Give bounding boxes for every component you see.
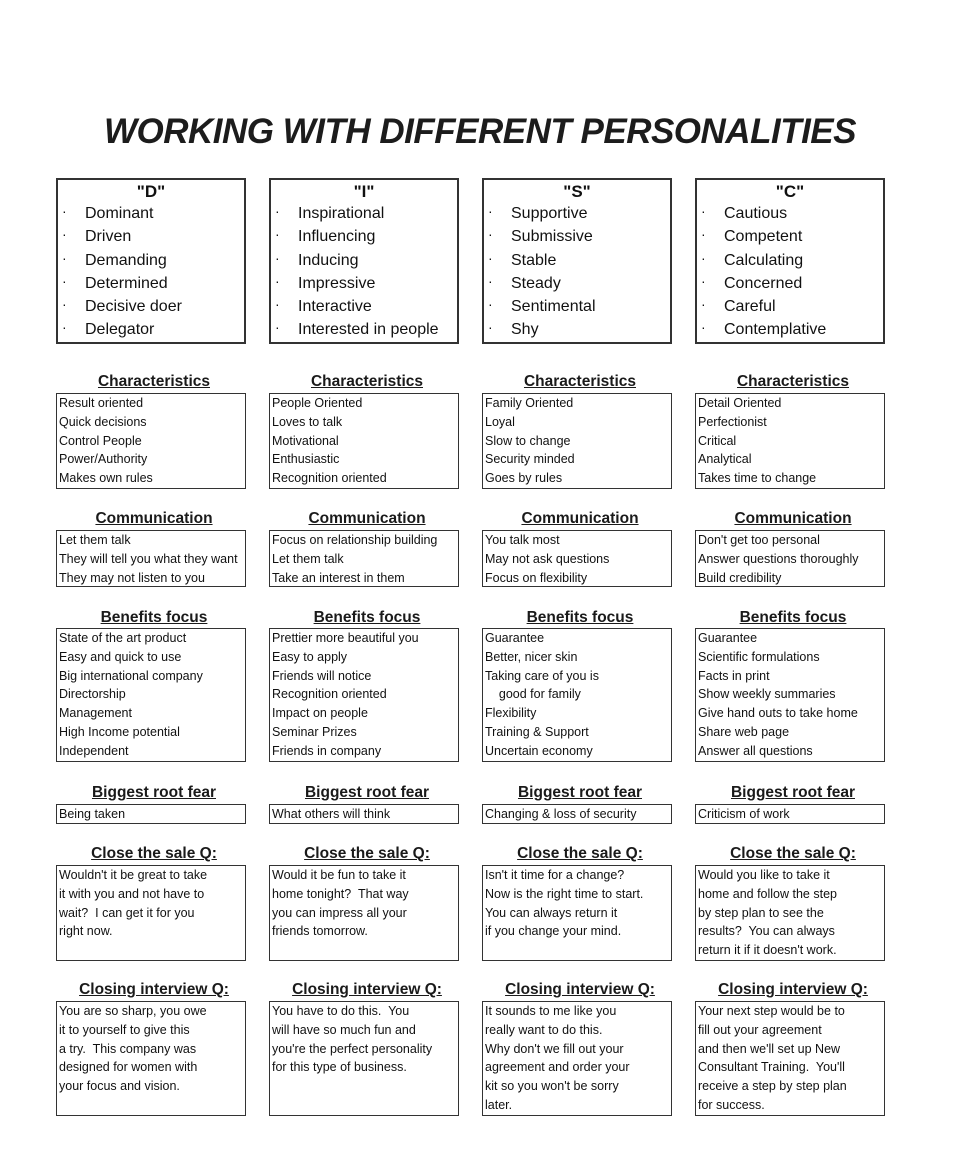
fear-box [56,804,246,824]
characteristics-line: Power/Authority [59,452,148,467]
characteristics-heading: Characteristics [736,373,849,390]
fear-line: Being taken [59,807,126,821]
interview-heading: Closing interview Q: [505,981,655,998]
trait-item: · Supportive [484,202,670,225]
type-box [695,178,885,344]
type-letter: "S" [563,182,591,201]
close-line: right now. [59,924,113,939]
interview-line: It sounds to me like you [485,1004,617,1018]
characteristics-line: Enthusiastic [272,452,340,467]
trait-item: · Driven [58,225,244,248]
close-heading: Close the sale Q: [304,845,430,862]
characteristics-line: Security minded [485,452,575,467]
close-line: Would you like to take it [698,868,830,882]
fear-line: What others will think [272,807,391,821]
interview-heading: Closing interview Q: [79,981,229,998]
benefits-line: Impact on people [272,706,368,721]
interview-line: Your next step would be to [698,1004,845,1018]
characteristics-box [695,393,885,489]
interview-line: it to yourself to give this [59,1022,190,1037]
characteristics-box [269,393,459,489]
benefits-line: Management [59,706,132,721]
type-letter: "D" [136,182,166,201]
benefits-line: Directorship [59,687,126,702]
communication-heading: Communication [521,510,639,527]
fear-heading: Biggest root fear [517,784,642,801]
interview-line: will have so much fun and [272,1022,416,1037]
interview-line: and then we'll set up New [698,1041,841,1056]
close-line: you can impress all your [272,905,407,920]
trait-item: · Influencing [271,225,457,248]
page-title: WORKING WITH DIFFERENT PERSONALITIES [104,112,856,151]
interview-line: kit so you won't be sorry [485,1079,619,1094]
benefits-line: Facts in print [698,668,770,683]
characteristics-line: People Oriented [272,396,363,410]
trait-item: · Calculating [697,249,883,272]
trait-item: · Steady [484,272,670,295]
benefits-line: Friends will notice [272,668,372,683]
trait-item: · Stable [484,249,670,272]
trait-item: · Interested in people [271,318,457,341]
interview-line: for success. [698,1097,765,1112]
benefits-line: Friends in company [272,743,382,758]
characteristics-line: Quick decisions [59,414,147,429]
communication-box [56,530,246,587]
fear-heading: Biggest root fear [91,784,216,801]
benefits-line: Easy and quick to use [59,649,182,664]
communication-line: They will tell you what they want [59,551,238,566]
interview-box [269,1001,459,1116]
characteristics-heading: Characteristics [523,373,636,390]
characteristics-box [482,393,672,489]
characteristics-heading: Characteristics [310,373,423,390]
benefits-box [695,628,885,762]
benefits-heading: Benefits focus [313,609,421,626]
communication-line: Build credibility [698,570,782,585]
close-box [695,865,885,961]
characteristics-line: Family Oriented [485,396,574,410]
fear-line: Criticism of work [698,807,790,821]
benefits-line: Recognition oriented [272,687,387,702]
trait-item: · Impressive [271,272,457,295]
trait-item: · Contemplative [697,318,883,341]
close-line: results? You can always [698,924,835,939]
close-line: by step plan to see the [698,905,824,920]
characteristics-line: Perfectionist [698,414,767,429]
trait-item: · Shy [484,318,670,341]
type-letter: "C" [775,182,805,201]
communication-heading: Communication [734,510,852,527]
interview-line: for this type of business. [272,1060,407,1075]
close-box [269,865,459,961]
benefits-box [269,628,459,762]
communication-line: Let them talk [59,533,131,547]
interview-line: Consultant Training. You'll [698,1060,845,1075]
benefits-line: Answer all questions [698,743,813,758]
interview-box [695,1001,885,1116]
trait-item: · Inducing [271,249,457,272]
interview-line: a try. This company was [59,1041,197,1056]
fear-heading: Biggest root fear [730,784,855,801]
trait-list [697,202,883,342]
communication-heading: Communication [308,510,426,527]
close-line: if you change your mind. [485,924,622,939]
benefits-line: Uncertain economy [485,743,593,758]
characteristics-line: Analytical [698,452,752,467]
interview-box [56,1001,246,1116]
characteristics-line: Goes by rules [485,471,563,486]
trait-item: · Competent [697,225,883,248]
benefits-line: Training & Support [485,724,589,739]
benefits-line: High Income potential [59,724,180,739]
trait-item: · Submissive [484,225,670,248]
fear-heading: Biggest root fear [304,784,429,801]
benefits-line: Better, nicer skin [485,649,578,664]
benefits-box [482,628,672,762]
trait-item: · Concerned [697,272,883,295]
interview-line: You have to do this. You [272,1004,410,1018]
characteristics-heading: Characteristics [97,373,210,390]
communication-heading: Communication [95,510,213,527]
interview-line: really want to do this. [485,1022,603,1037]
close-box [56,865,246,961]
close-heading: Close the sale Q: [91,845,217,862]
characteristics-line: Loves to talk [272,414,343,429]
interview-heading: Closing interview Q: [292,981,442,998]
benefits-line: good for family [485,687,581,702]
trait-list [58,202,244,342]
trait-item: · Interactive [271,295,457,318]
communication-line: Take an interest in them [272,570,405,585]
close-line: Wouldn't it be great to take [59,868,208,882]
type-box [482,178,672,344]
characteristics-box [56,393,246,489]
benefits-line: State of the art product [59,631,187,645]
benefits-box [56,628,246,762]
interview-line: You are so sharp, you owe [59,1004,207,1018]
benefits-heading: Benefits focus [739,609,847,626]
communication-line: Focus on flexibility [485,570,588,585]
close-line: You can always return it [485,905,618,920]
close-heading: Close the sale Q: [730,845,856,862]
benefits-line: Prettier more beautiful you [272,631,419,645]
interview-line: later. [485,1097,513,1112]
fear-box [482,804,672,824]
interview-box [482,1001,672,1116]
communication-box [695,530,885,587]
interview-line: receive a step by step plan [698,1079,847,1094]
trait-item: · Cautious [697,202,883,225]
communication-line: You talk most [485,533,560,547]
close-line: friends tomorrow. [272,924,368,939]
benefits-line: Share web page [698,724,790,739]
trait-item: · Decisive doer [58,295,244,318]
close-line: Isn't it time for a change? [485,868,625,882]
trait-list [271,202,457,342]
close-line: home and follow the step [698,886,837,901]
benefits-line: Seminar Prizes [272,724,357,739]
benefits-line: Flexibility [485,706,537,721]
type-box [56,178,246,344]
type-box [269,178,459,344]
communication-line: Don't get too personal [698,533,820,547]
interview-line: Why don't we fill out your [485,1041,624,1056]
benefits-heading: Benefits focus [526,609,634,626]
benefits-line: Big international company [59,668,203,683]
communication-box [482,530,672,587]
fear-box [695,804,885,824]
interview-line: designed for women with [59,1060,198,1075]
characteristics-line: Takes time to change [698,471,817,486]
close-line: return it if it doesn't work. [698,943,837,958]
close-line: Would it be fun to take it [272,868,406,882]
characteristics-line: Critical [698,433,737,448]
trait-item: · Determined [58,272,244,295]
interview-line: agreement and order your [485,1060,630,1075]
communication-line: Answer questions thoroughly [698,551,859,566]
benefits-line: Independent [59,743,129,758]
interview-line: your focus and vision. [59,1079,180,1094]
characteristics-line: Result oriented [59,396,144,410]
trait-item: · Delegator [58,318,244,341]
benefits-line: Give hand outs to take home [698,706,858,721]
close-heading: Close the sale Q: [517,845,643,862]
close-box [482,865,672,961]
benefits-line: Easy to apply [272,649,348,664]
communication-line: Focus on relationship building [272,533,438,547]
close-line: wait? I can get it for you [59,905,195,920]
benefits-line: Taking care of you is [485,668,599,683]
trait-item: · Sentimental [484,295,670,318]
benefits-line: Scientific formulations [698,649,820,664]
fear-line: Changing & loss of security [485,807,637,821]
characteristics-line: Slow to change [485,433,571,448]
close-line: Now is the right time to start. [485,886,644,901]
communication-line: Let them talk [272,551,344,566]
trait-list [484,202,670,342]
characteristics-line: Recognition oriented [272,471,387,486]
characteristics-line: Control People [59,433,142,448]
benefits-line: Guarantee [698,631,758,645]
trait-item: · Demanding [58,249,244,272]
benefits-heading: Benefits focus [100,609,208,626]
benefits-line: Guarantee [485,631,545,645]
communication-box [269,530,459,587]
characteristics-line: Loyal [485,414,515,429]
characteristics-line: Motivational [272,433,339,448]
characteristics-line: Makes own rules [59,471,153,486]
close-line: it with you and not have to [59,886,205,901]
trait-item: · Careful [697,295,883,318]
interview-heading: Closing interview Q: [718,981,868,998]
characteristics-line: Detail Oriented [698,396,782,410]
benefits-line: Show weekly summaries [698,687,836,702]
interview-line: fill out your agreement [698,1022,822,1037]
trait-item: · Dominant [58,202,244,225]
trait-item: · Inspirational [271,202,457,225]
close-line: home tonight? That way [272,886,409,901]
communication-line: May not ask questions [485,551,610,566]
interview-line: you're the perfect personality [272,1041,433,1056]
fear-box [269,804,459,824]
type-letter: "I" [353,182,375,201]
communication-line: They may not listen to you [59,570,205,585]
